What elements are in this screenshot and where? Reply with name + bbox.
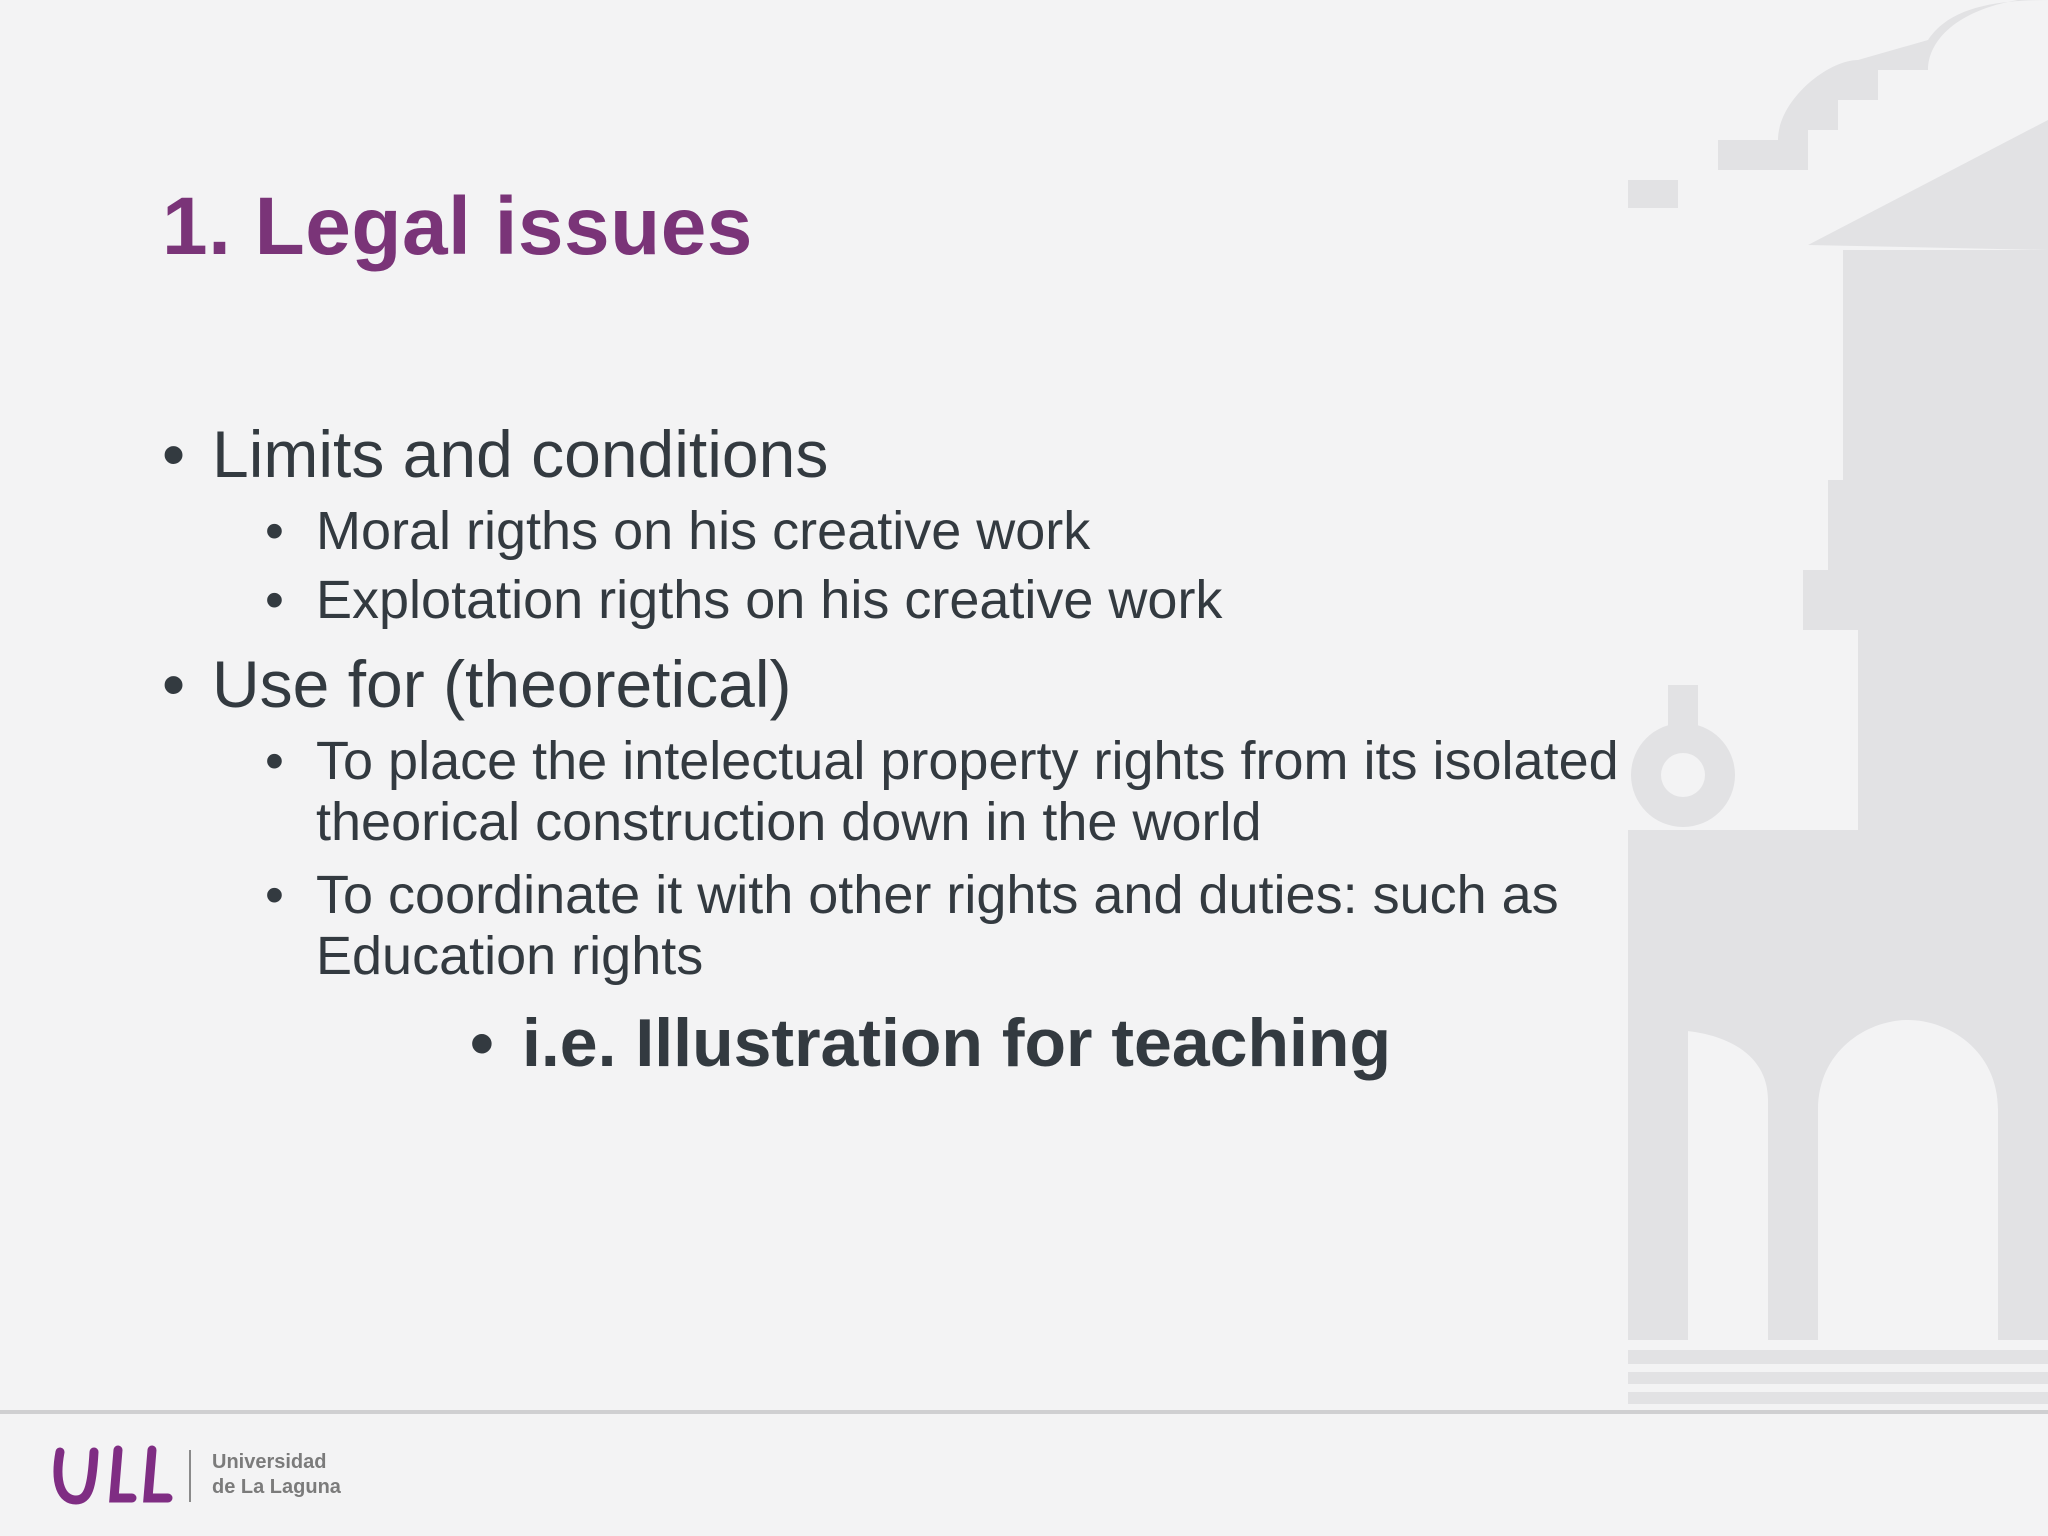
bullet-text: Limits and conditions xyxy=(212,417,829,491)
bullet-list xyxy=(162,415,1722,1083)
bullet-marker: • xyxy=(470,1005,494,1081)
bullet-marker: • xyxy=(265,501,284,561)
logo-line-2: de La Laguna xyxy=(212,1476,341,1498)
slide-title: 1. Legal issues xyxy=(162,181,753,272)
bullet-marker: • xyxy=(162,647,186,721)
logo-line-1: Universidad xyxy=(212,1451,327,1473)
bullet-text: Use for (theoretical) xyxy=(212,647,792,721)
logo-wordmark xyxy=(212,1450,341,1500)
sub-bullet-text: To place the intelectual property rights from its isolated theorical construction down in the world xyxy=(316,731,1619,852)
bullet-marker: • xyxy=(162,417,186,491)
sub-bullet-moral-rights xyxy=(265,501,1722,562)
sub-bullet-place-rights xyxy=(265,731,1722,853)
bullet-marker: • xyxy=(265,731,284,791)
bullet-marker: • xyxy=(265,570,284,630)
ull-logo-mark xyxy=(52,1444,174,1506)
sub-sub-bullet-illustration xyxy=(470,1003,1722,1083)
bullet-use-for xyxy=(162,645,1722,723)
sub-bullet-explotation-rights xyxy=(265,570,1722,631)
sub-bullet-coordinate-rights xyxy=(265,865,1722,987)
sub-bullet-text: Moral rigths on his creative work xyxy=(316,501,1091,561)
sub-sub-bullet-text: i.e. Illustration for teaching xyxy=(522,1005,1391,1081)
sub-bullet-text: To coordinate it with other rights and duties: such as Education rights xyxy=(316,865,1559,986)
sub-bullet-text: Explotation rigths on his creative work xyxy=(316,570,1223,630)
bullet-marker: • xyxy=(265,865,284,925)
logo-separator xyxy=(189,1450,191,1502)
footer-divider xyxy=(0,1410,2048,1414)
ull-logo xyxy=(52,1442,352,1510)
bullet-limits-and-conditions xyxy=(162,415,1722,493)
